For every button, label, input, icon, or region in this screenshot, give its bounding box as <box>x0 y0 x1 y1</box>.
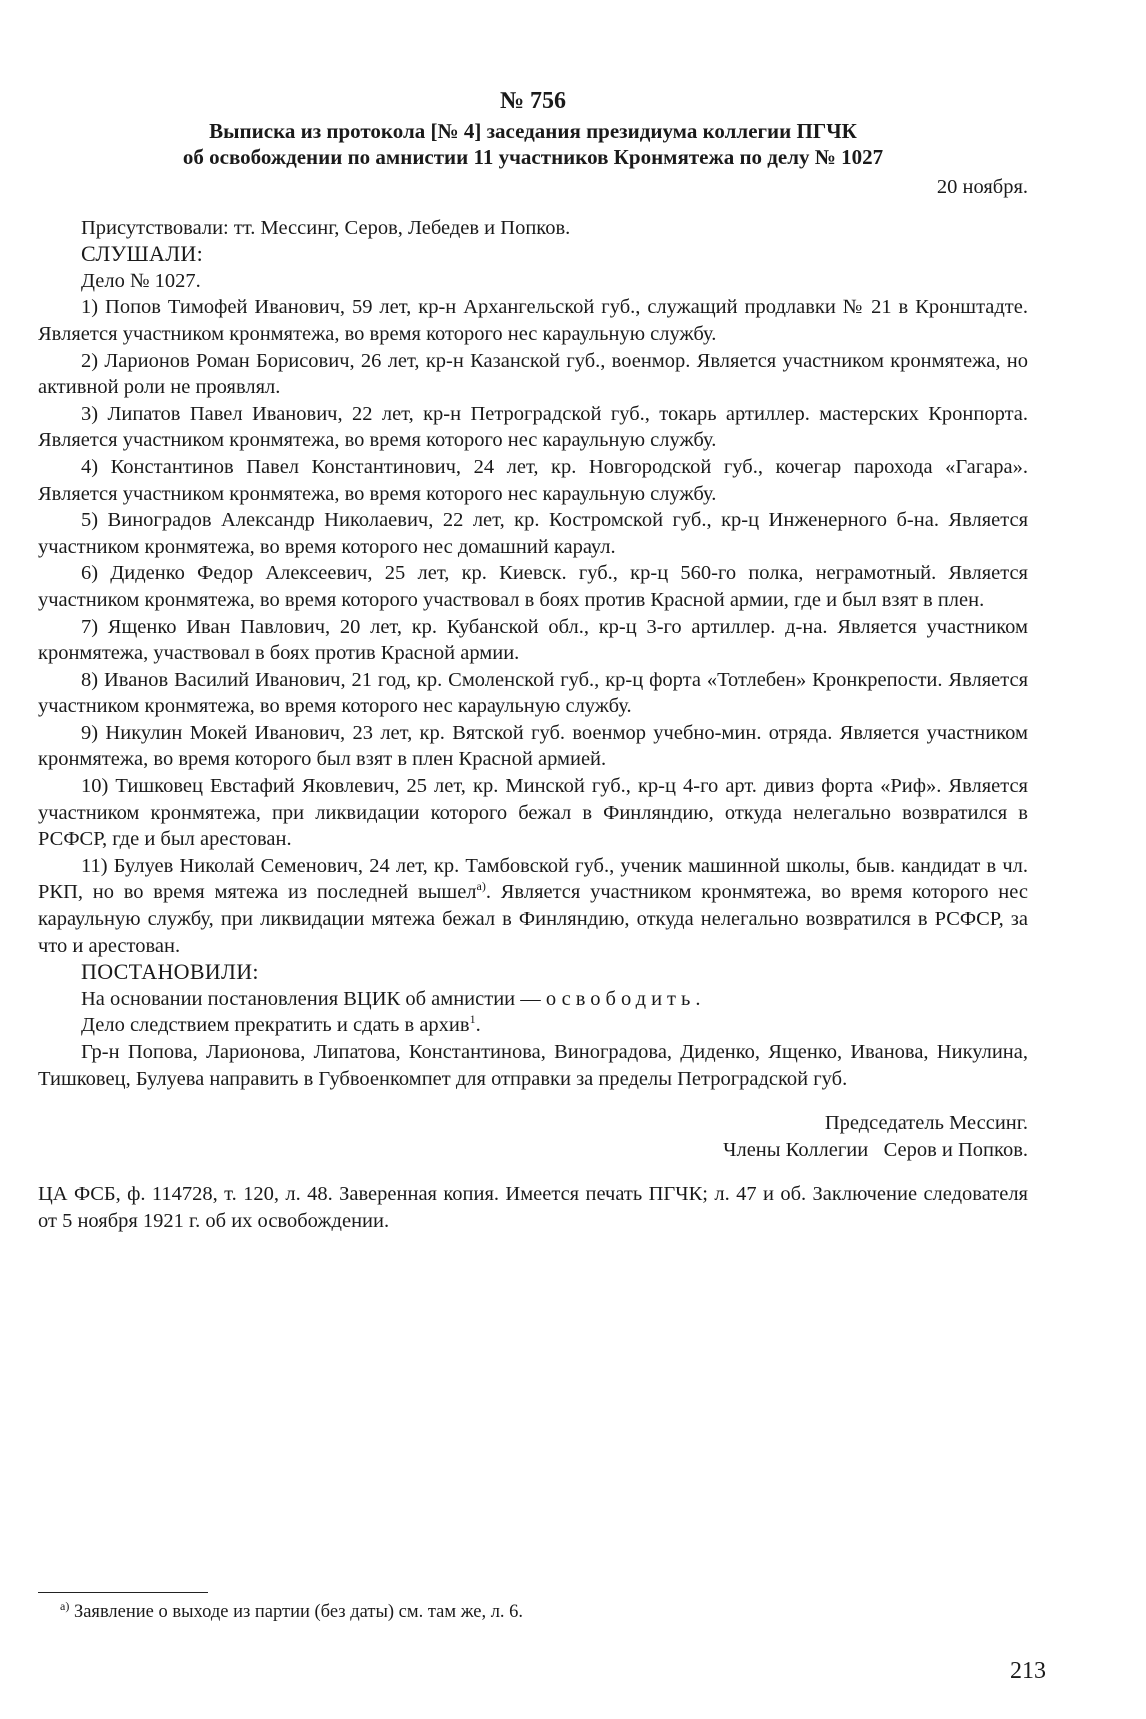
list-item: 3) Липатов Павел Иванович, 22 лет, кр-н Петроградской губ., токарь артиллер. мастерских Кронпорта. Является участником кронмятежа, во время которого нес караульную службу. <box>38 402 1028 452</box>
page-number: 213 <box>1010 1658 1046 1684</box>
resolve-line1-emphasis: освободить. <box>545 987 706 1010</box>
signature-block <box>38 1110 1028 1163</box>
resolve-line3: Гр-н Попова, Ларионова, Липатова, Константинова, Виноградова, Диденко, Ященко, Иванова, Никулина, Тишковец, Булуева направить в Губвоенкомпет для отправки за пределы Петроградской губ. <box>38 1041 1028 1090</box>
chairman-signature: Председатель Мессинг. <box>824 1112 1028 1135</box>
present-line: Присутствовали: тт. Мессинг, Серов, Лебедев и Попков. <box>81 216 571 239</box>
list-item: 7) Ященко Иван Павлович, 20 лет, кр. Кубанской обл., кр-ц 3-го артиллер. д-на. Является участником кронмятежа, участвовал в боях против Красной армии. <box>38 615 1028 665</box>
list-item: 8) Иванов Василий Иванович, 21 год, кр. Смоленской губ., кр-ц форта «Тотлебен» Кронкрепости. Является участником кронмятежа, во время которого нес караульную службу. <box>38 668 1028 718</box>
resolved-heading: ПОСТАНОВИЛИ: <box>81 959 259 985</box>
document-date: 20 ноября. <box>936 176 1028 198</box>
footnote-reference-a: а) <box>476 879 486 894</box>
footnote-divider <box>38 1592 208 1593</box>
footnote-reference-1: 1 <box>469 1012 476 1027</box>
document-page <box>38 86 1028 1235</box>
document-number: № 756 <box>499 88 567 114</box>
heard-heading: СЛУШАЛИ: <box>81 241 204 267</box>
footnote-mark: а) <box>60 1598 70 1613</box>
case-number: Дело № 1027. <box>81 269 201 292</box>
members-signature: Члены Коллегии Серов и Попков. <box>723 1138 1028 1161</box>
footnote <box>60 1600 1020 1624</box>
document-title-line2: об освобождении по амнистии 11 участников Кронмятежа по делу № 1027 <box>182 145 884 169</box>
list-item: 6) Диденко Федор Алексеевич, 25 лет, кр. Киевск. губ., кр-ц 560-го полка, неграмотный. Является участником кронмятежа, во время которого участвовал в боях против Красной армии, где и был взят в плен. <box>38 562 1028 611</box>
footnote-text: Заявление о выходе из партии (без даты) см. там же, л. 6. <box>69 1602 524 1622</box>
resolve-line2: Дело следствием прекратить и сдать в архив$^1$. <box>81 1012 481 1037</box>
list-item <box>38 853 1028 959</box>
list-item: 5) Виноградов Александр Николаевич, 22 лет, кр. Костромской губ., кр-ц Инженерного б-на. Является участником кронмятежа, во время которого нес домашний караул. <box>38 509 1028 558</box>
resolve-line1 <box>38 986 1028 1013</box>
list-item: 4) Константинов Павел Константинович, 24 лет, кр. Новгородской губ., кочегар парохода «Гагара». Является участником кронмятежа, во время которого нес караульную службу. <box>38 455 1028 505</box>
list-item: 1) Попов Тимофей Иванович, 59 лет, кр-н Архангельской губ., служащий продлавки № 21 в Кронштадте. Является участником кронмятежа, во время которого нес караульную службу. <box>38 296 1028 345</box>
item11-text-part2: . Является участником кронмятежа, во время которого нес караульную службу, при ликвидации мятежа бежал в Финляндию, откуда нелегально возвратился в РСФСР, за что и арестован. <box>38 881 1028 957</box>
document-title-line1: Выписка из протокола [№ 4] заседания президиума коллегии ПГЧК <box>209 119 857 143</box>
list-item: 10) Тишковец Евстафий Яковлевич, 25 лет, кр. Минской губ., кр-ц 4-го арт. дивиз форта «Риф». Является участником кронмятежа, при ликвидации которого бежал в Финляндию, откуда нелегально возвратился в РСФСР, где и был арестован. <box>38 775 1028 851</box>
resolve-line1-text: На основании постановления ВЦИК об амнистии — <box>81 987 546 1010</box>
item11-text-part1: 11) Булуев Николай Семенович, 24 лет, кр. Тамбовской губ., ученик машинной школы, быв. кандидат в чл. РКП, но во время мятежа из последней вышел <box>38 854 1028 904</box>
archive-source: ЦА ФСБ, ф. 114728, т. 120, л. 48. Заверенная копия. Имеется печать ПГЧК; л. 47 и об. Заключение следователя от 5 ноября 1921 г. об их освобождении. <box>38 1183 1028 1232</box>
resolve-line2-text: Дело следствием прекратить и сдать в архив <box>81 1014 470 1037</box>
list-item: 2) Ларионов Роман Борисович, 26 лет, кр-н Казанской губ., военмор. Является участником кронмятежа, но активной роли не проявлял. <box>38 349 1028 399</box>
list-item: 9) Никулин Мокей Иванович, 23 лет, кр. Вятской губ. военмор учебно-мин. отряда. Является участником кронмятежа, во время которого был взят в плен Красной армией. <box>38 721 1028 771</box>
